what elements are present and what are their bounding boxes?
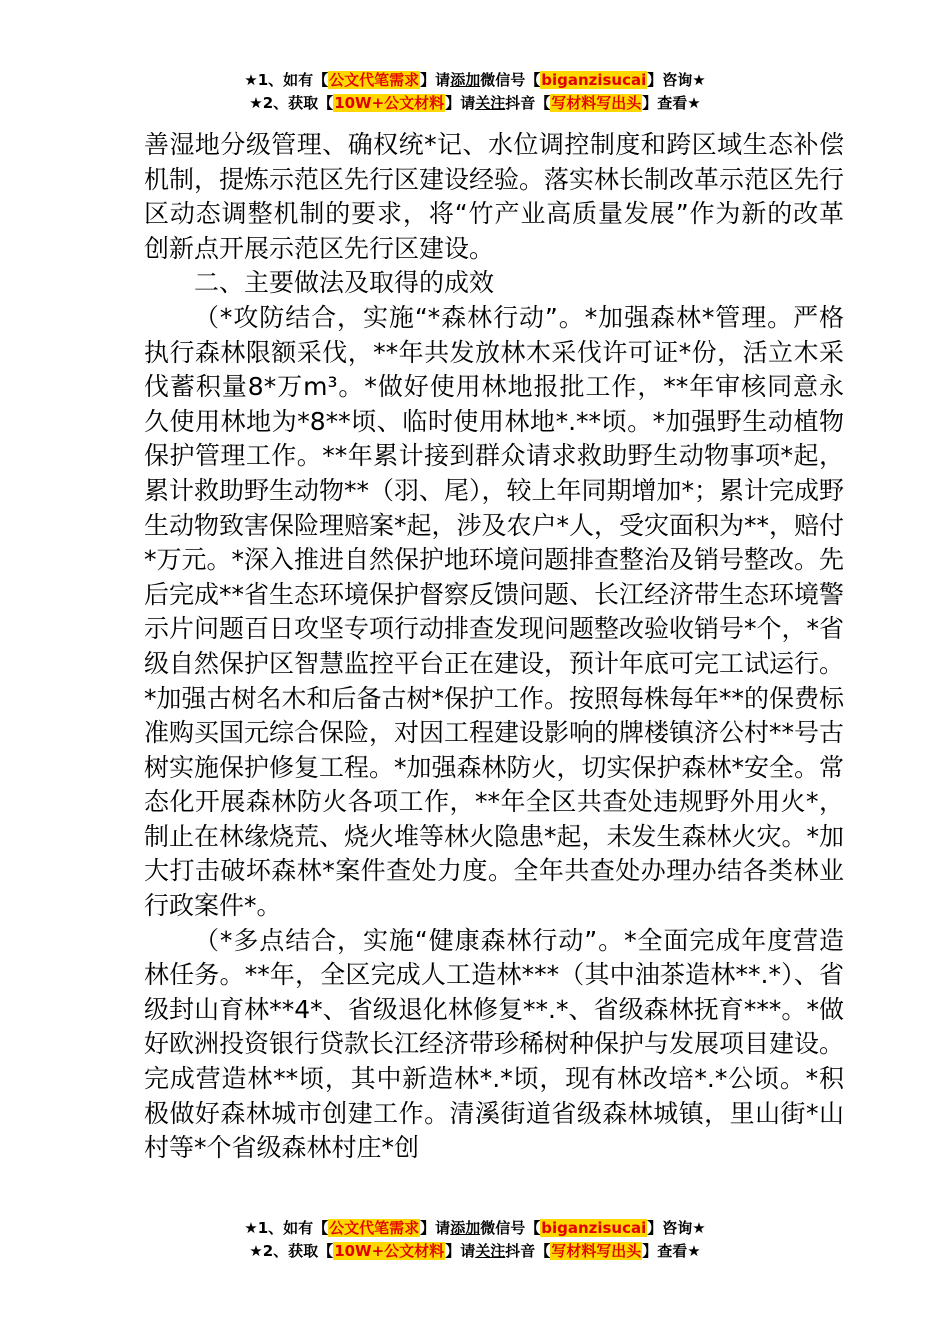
banner-text: ★2、获取【 [249, 94, 334, 112]
banner-line-1 [0, 1217, 950, 1240]
banner-underlined-text: 关注 [475, 1242, 506, 1260]
banner-text: 】请 [420, 71, 451, 89]
banner-text: ★1、如有【 [244, 71, 329, 89]
document-body [144, 128, 844, 1166]
banner-text: 】咨询★ [647, 1219, 706, 1237]
body-paragraph: （*攻防结合，实施“*森林行动”。*加强森林*管理。严格执行森林限额采伐，**年共发放林木采伐许可证*份，活立木采伐蓄积量8*万m³。*做好使用林地报批工作，**年审核同意永久使用林地为*8**顷、临时使用林地*.**顷。*加强野生动植物保护管理工作。**年累计接到群众请求救助野生动物事项*起，累计救助野生动物**（羽、尾），较上年同期增加*；累计完成野生动物致害保险理赔案*起，涉及农户*人，受灾面积为**，赔付*万元。*深入推进自然保护地环境问题排查整治及销号整改。先后完成**省生态环境保护督察反馈问题、长江经济带生态环境警示片问题百日攻坚专项行动排查发现问题整改验收销号*个，*省级自然保护区智慧监控平台正在建设，预计年底可完工试运行。*加强古树名木和后备古树*保护工作。按照每株每年**的保费标准购买国元综合保险，对因工程建设影响的牌楼镇济公村**号古树实施保护修复工程。*加强森林防火，切实保护森林*安全。常态化开展森林防火各项工作，**年全区共查处违规野外用火*，制止在林缘烧荒、烧火堆等林火隐患*起，未发生森林火灾。*加大打击破坏森林*案件查处力度。全年共查处办理办结各类林业行政案件*。 [144, 302, 845, 921]
banner-text: 微信号【 [480, 71, 541, 89]
banner-line-2 [0, 92, 950, 115]
banner-text: 】查看★ [642, 1242, 701, 1260]
banner-text: 】查看★ [642, 94, 701, 112]
banner-highlight: 10W+公文材料 [334, 94, 445, 112]
footer-banner [0, 1217, 950, 1263]
banner-highlight: 公文代笔需求 [329, 1219, 420, 1237]
banner-highlight: biganzisucai [541, 1219, 647, 1237]
banner-underlined-text: 添加 [450, 71, 481, 89]
banner-text: ★2、获取【 [249, 1242, 334, 1260]
banner-text: 】请 [420, 1219, 451, 1237]
banner-text: 抖音【 [505, 94, 551, 112]
banner-text: 】请 [445, 1242, 476, 1260]
banner-highlight: 写材料写出头 [551, 94, 642, 112]
banner-text: ★1、如有【 [244, 1219, 329, 1237]
banner-text: 】请 [445, 94, 476, 112]
banner-underlined-text: 添加 [450, 1219, 481, 1237]
header-banner [0, 69, 950, 115]
banner-underlined-text: 关注 [475, 94, 506, 112]
banner-text: 抖音【 [505, 1242, 551, 1260]
banner-highlight: 10W+公文材料 [334, 1242, 445, 1260]
body-paragraph: （*多点结合，实施“健康森林行动”。*全面完成年度营造林任务。**年，全区完成人工造林***（其中油茶造林**.*）、省级封山育林**4*、省级退化林修复**.*、省级森林抚育***。*做好欧洲投资银行贷款长江经济带珍稀树种保护与发展项目建设。完成营造林**顷，其中新造林*.*顷，现有林改培*.*公顷。*积极做好森林城市创建工作。清溪街道省级森林城镇，里山街*山村等*个省级森林村庄*创 [144, 925, 845, 1163]
banner-highlight: 写材料写出头 [551, 1242, 642, 1260]
banner-highlight: biganzisucai [541, 71, 647, 89]
banner-line-1 [0, 69, 950, 92]
body-paragraph: 善湿地分级管理、确权统*记、水位调控制度和跨区域生态补偿机制，提炼示范区先行区建设经验。落实林长制改革示范区先行区动态调整机制的要求，将“竹产业高质量发展”作为新的改革创新点开展示范区先行区建设。 [144, 130, 845, 263]
banner-line-2 [0, 1240, 950, 1263]
banner-text: 】咨询★ [647, 71, 706, 89]
banner-highlight: 公文代笔需求 [329, 71, 420, 89]
banner-text: 微信号【 [480, 1219, 541, 1237]
section-heading: 二、主要做法及取得的成效 [194, 268, 495, 298]
